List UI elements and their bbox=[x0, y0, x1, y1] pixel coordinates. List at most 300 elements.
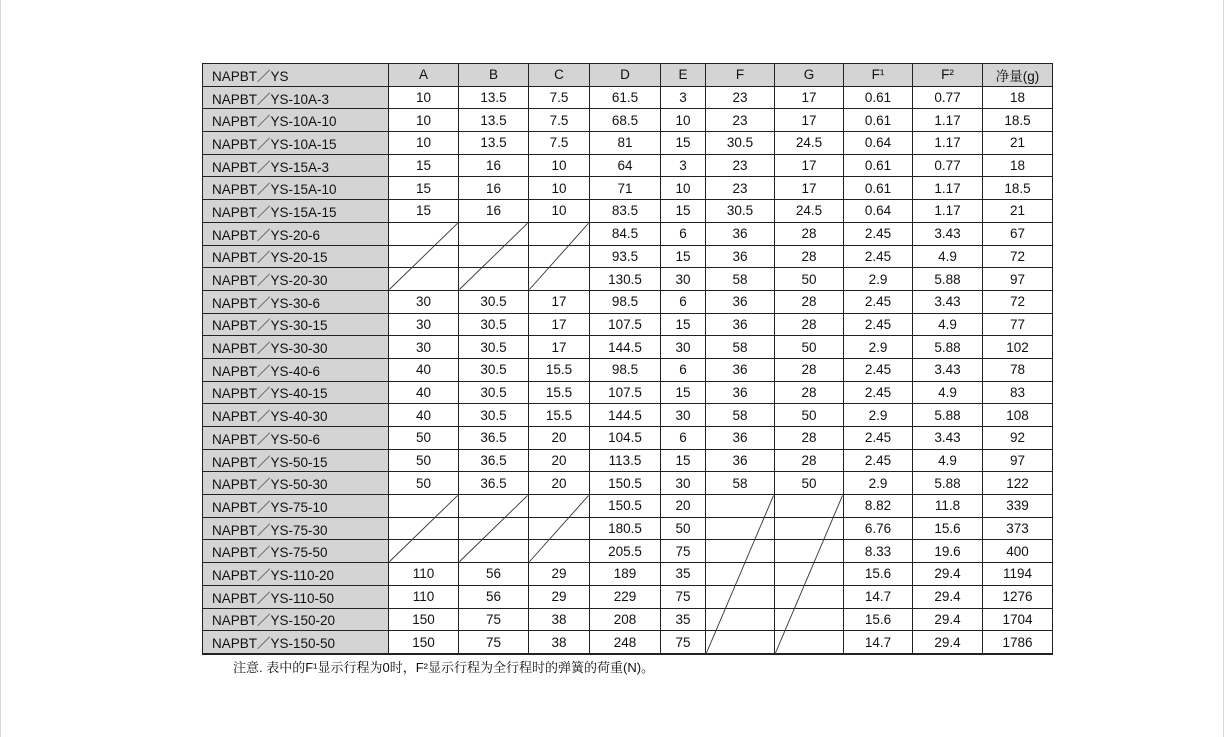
value-cell: 30.5 bbox=[459, 358, 529, 381]
value-cell: 0.77 bbox=[913, 154, 983, 177]
value-cell: 30.5 bbox=[459, 381, 529, 404]
value-cell: 20 bbox=[529, 449, 590, 472]
value-cell: 29.4 bbox=[913, 563, 983, 586]
value-cell: 64 bbox=[590, 154, 661, 177]
model-cell: NAPBT／YS-15A-10 bbox=[203, 177, 389, 200]
table-row bbox=[203, 358, 1053, 381]
value-cell: 2.45 bbox=[844, 313, 913, 336]
value-cell: 36 bbox=[706, 313, 775, 336]
value-cell: 30 bbox=[389, 313, 459, 336]
column-header: C bbox=[529, 64, 590, 87]
table-row bbox=[203, 177, 1053, 200]
table-row bbox=[203, 132, 1053, 155]
model-cell: NAPBT／YS-20-30 bbox=[203, 268, 389, 291]
model-cell: NAPBT／YS-40-6 bbox=[203, 358, 389, 381]
value-cell: 30.5 bbox=[459, 336, 529, 359]
model-cell: NAPBT／YS-30-15 bbox=[203, 313, 389, 336]
empty-cell bbox=[775, 563, 844, 586]
value-cell: 0.61 bbox=[844, 109, 913, 132]
value-cell: 15 bbox=[389, 200, 459, 223]
value-cell: 14.7 bbox=[844, 585, 913, 608]
value-cell: 36 bbox=[706, 358, 775, 381]
empty-cell bbox=[529, 517, 590, 540]
value-cell: 36 bbox=[706, 290, 775, 313]
page-right-edge bbox=[1223, 0, 1224, 737]
model-cell: NAPBT／YS-50-6 bbox=[203, 427, 389, 450]
value-cell: 150 bbox=[389, 631, 459, 654]
table-row bbox=[203, 540, 1053, 563]
value-cell: 2.45 bbox=[844, 358, 913, 381]
value-cell: 16 bbox=[459, 200, 529, 223]
value-cell: 400 bbox=[983, 540, 1053, 563]
value-cell: 36 bbox=[706, 222, 775, 245]
empty-cell bbox=[775, 608, 844, 631]
value-cell: 10 bbox=[389, 132, 459, 155]
table-row bbox=[203, 585, 1053, 608]
value-cell: 102 bbox=[983, 336, 1053, 359]
value-cell: 2.45 bbox=[844, 427, 913, 450]
value-cell: 2.9 bbox=[844, 268, 913, 291]
value-cell: 50 bbox=[775, 472, 844, 495]
model-cell: NAPBT／YS-75-50 bbox=[203, 540, 389, 563]
value-cell: 0.61 bbox=[844, 177, 913, 200]
value-cell: 2.45 bbox=[844, 290, 913, 313]
value-cell: 24.5 bbox=[775, 200, 844, 223]
model-cell: NAPBT／YS-50-15 bbox=[203, 449, 389, 472]
value-cell: 10 bbox=[661, 109, 706, 132]
value-cell: 30.5 bbox=[459, 290, 529, 313]
table-row bbox=[203, 336, 1053, 359]
value-cell: 2.45 bbox=[844, 245, 913, 268]
value-cell: 20 bbox=[661, 495, 706, 518]
value-cell: 50 bbox=[389, 472, 459, 495]
value-cell: 29.4 bbox=[913, 608, 983, 631]
value-cell: 50 bbox=[775, 336, 844, 359]
table-row bbox=[203, 313, 1053, 336]
value-cell: 30.5 bbox=[459, 404, 529, 427]
value-cell: 15 bbox=[389, 154, 459, 177]
value-cell: 113.5 bbox=[590, 449, 661, 472]
value-cell: 16 bbox=[459, 154, 529, 177]
model-cell: NAPBT／YS-150-20 bbox=[203, 608, 389, 631]
value-cell: 15.5 bbox=[529, 358, 590, 381]
value-cell: 14.7 bbox=[844, 631, 913, 654]
model-cell: NAPBT／YS-10A-10 bbox=[203, 109, 389, 132]
value-cell: 17 bbox=[775, 177, 844, 200]
value-cell: 15.6 bbox=[913, 517, 983, 540]
value-cell: 10 bbox=[529, 177, 590, 200]
value-cell: 28 bbox=[775, 245, 844, 268]
value-cell: 144.5 bbox=[590, 336, 661, 359]
value-cell: 108 bbox=[983, 404, 1053, 427]
value-cell: 3 bbox=[661, 154, 706, 177]
value-cell: 30.5 bbox=[706, 200, 775, 223]
table-row bbox=[203, 449, 1053, 472]
empty-cell bbox=[389, 495, 459, 518]
model-cell: NAPBT／YS-20-6 bbox=[203, 222, 389, 245]
table-body bbox=[203, 86, 1053, 654]
value-cell: 0.61 bbox=[844, 86, 913, 109]
value-cell: 339 bbox=[983, 495, 1053, 518]
value-cell: 30 bbox=[389, 290, 459, 313]
value-cell: 58 bbox=[706, 336, 775, 359]
empty-cell bbox=[459, 495, 529, 518]
value-cell: 24.5 bbox=[775, 132, 844, 155]
table-row bbox=[203, 290, 1053, 313]
value-cell: 58 bbox=[706, 404, 775, 427]
value-cell: 18.5 bbox=[983, 177, 1053, 200]
value-cell: 11.8 bbox=[913, 495, 983, 518]
empty-cell bbox=[459, 517, 529, 540]
value-cell: 15 bbox=[661, 132, 706, 155]
value-cell: 1.17 bbox=[913, 200, 983, 223]
value-cell: 1704 bbox=[983, 608, 1053, 631]
table-row bbox=[203, 563, 1053, 586]
value-cell: 36 bbox=[706, 381, 775, 404]
value-cell: 18 bbox=[983, 154, 1053, 177]
value-cell: 3.43 bbox=[913, 358, 983, 381]
value-cell: 35 bbox=[661, 608, 706, 631]
value-cell: 150 bbox=[389, 608, 459, 631]
empty-cell bbox=[459, 245, 529, 268]
empty-cell bbox=[459, 222, 529, 245]
value-cell: 23 bbox=[706, 86, 775, 109]
column-header: E bbox=[661, 64, 706, 87]
value-cell: 15 bbox=[661, 245, 706, 268]
value-cell: 36 bbox=[706, 427, 775, 450]
value-cell: 28 bbox=[775, 381, 844, 404]
value-cell: 84.5 bbox=[590, 222, 661, 245]
value-cell: 150.5 bbox=[590, 472, 661, 495]
value-cell: 10 bbox=[661, 177, 706, 200]
model-cell: NAPBT／YS-50-30 bbox=[203, 472, 389, 495]
value-cell: 189 bbox=[590, 563, 661, 586]
model-cell: NAPBT／YS-110-20 bbox=[203, 563, 389, 586]
value-cell: 19.6 bbox=[913, 540, 983, 563]
value-cell: 3 bbox=[661, 86, 706, 109]
model-cell: NAPBT／YS-150-50 bbox=[203, 631, 389, 654]
header-row bbox=[203, 64, 1053, 87]
value-cell: 15 bbox=[389, 177, 459, 200]
column-header: F bbox=[706, 64, 775, 87]
value-cell: 7.5 bbox=[529, 132, 590, 155]
value-cell: 75 bbox=[661, 540, 706, 563]
model-cell: NAPBT／YS-40-15 bbox=[203, 381, 389, 404]
page-left-edge bbox=[0, 0, 1, 737]
value-cell: 29.4 bbox=[913, 585, 983, 608]
value-cell: 71 bbox=[590, 177, 661, 200]
value-cell: 81 bbox=[590, 132, 661, 155]
value-cell: 8.82 bbox=[844, 495, 913, 518]
value-cell: 18.5 bbox=[983, 109, 1053, 132]
table-row bbox=[203, 268, 1053, 291]
value-cell: 97 bbox=[983, 449, 1053, 472]
empty-cell bbox=[775, 540, 844, 563]
value-cell: 28 bbox=[775, 358, 844, 381]
value-cell: 50 bbox=[775, 268, 844, 291]
empty-cell bbox=[529, 540, 590, 563]
value-cell: 36.5 bbox=[459, 449, 529, 472]
value-cell: 30 bbox=[661, 268, 706, 291]
value-cell: 16 bbox=[459, 177, 529, 200]
model-cell: NAPBT／YS-75-30 bbox=[203, 517, 389, 540]
value-cell: 20 bbox=[529, 427, 590, 450]
footnote: 注意. 表中的F¹显示行程为0时，F²显示行程为全行程时的弹簧的荷重(N)。 bbox=[233, 660, 655, 675]
table-row bbox=[203, 154, 1053, 177]
value-cell: 1.17 bbox=[913, 177, 983, 200]
value-cell: 75 bbox=[459, 608, 529, 631]
value-cell: 40 bbox=[389, 381, 459, 404]
value-cell: 5.88 bbox=[913, 404, 983, 427]
table-row bbox=[203, 517, 1053, 540]
value-cell: 68.5 bbox=[590, 109, 661, 132]
value-cell: 29.4 bbox=[913, 631, 983, 654]
value-cell: 78 bbox=[983, 358, 1053, 381]
value-cell: 2.45 bbox=[844, 381, 913, 404]
empty-cell bbox=[389, 222, 459, 245]
value-cell: 30 bbox=[661, 404, 706, 427]
value-cell: 13.5 bbox=[459, 86, 529, 109]
table-row bbox=[203, 427, 1053, 450]
value-cell: 10 bbox=[529, 200, 590, 223]
value-cell: 144.5 bbox=[590, 404, 661, 427]
model-cell: NAPBT／YS-15A-3 bbox=[203, 154, 389, 177]
value-cell: 23 bbox=[706, 154, 775, 177]
value-cell: 17 bbox=[529, 290, 590, 313]
spec-table bbox=[202, 63, 1053, 655]
table-row bbox=[203, 200, 1053, 223]
value-cell: 248 bbox=[590, 631, 661, 654]
value-cell: 3.43 bbox=[913, 290, 983, 313]
value-cell: 1194 bbox=[983, 563, 1053, 586]
value-cell: 36 bbox=[706, 245, 775, 268]
value-cell: 6 bbox=[661, 427, 706, 450]
value-cell: 0.64 bbox=[844, 200, 913, 223]
value-cell: 50 bbox=[389, 427, 459, 450]
value-cell: 29 bbox=[529, 585, 590, 608]
value-cell: 83.5 bbox=[590, 200, 661, 223]
value-cell: 4.9 bbox=[913, 449, 983, 472]
value-cell: 13.5 bbox=[459, 109, 529, 132]
value-cell: 30.5 bbox=[459, 313, 529, 336]
table-row bbox=[203, 381, 1053, 404]
value-cell: 6 bbox=[661, 290, 706, 313]
value-cell: 58 bbox=[706, 472, 775, 495]
value-cell: 61.5 bbox=[590, 86, 661, 109]
value-cell: 15 bbox=[661, 381, 706, 404]
empty-cell bbox=[706, 608, 775, 631]
value-cell: 5.88 bbox=[913, 268, 983, 291]
value-cell: 5.88 bbox=[913, 336, 983, 359]
model-cell: NAPBT／YS-40-30 bbox=[203, 404, 389, 427]
model-cell: NAPBT／YS-30-6 bbox=[203, 290, 389, 313]
value-cell: 107.5 bbox=[590, 313, 661, 336]
value-cell: 17 bbox=[775, 109, 844, 132]
column-header: F¹ bbox=[844, 64, 913, 87]
value-cell: 110 bbox=[389, 585, 459, 608]
value-cell: 7.5 bbox=[529, 109, 590, 132]
value-cell: 15.5 bbox=[529, 404, 590, 427]
value-cell: 35 bbox=[661, 563, 706, 586]
value-cell: 29 bbox=[529, 563, 590, 586]
value-cell: 4.9 bbox=[913, 381, 983, 404]
value-cell: 122 bbox=[983, 472, 1053, 495]
empty-cell bbox=[706, 585, 775, 608]
value-cell: 98.5 bbox=[590, 290, 661, 313]
value-cell: 10 bbox=[389, 109, 459, 132]
empty-cell bbox=[389, 245, 459, 268]
value-cell: 150.5 bbox=[590, 495, 661, 518]
value-cell: 1.17 bbox=[913, 132, 983, 155]
table-row bbox=[203, 495, 1053, 518]
value-cell: 23 bbox=[706, 109, 775, 132]
value-cell: 30 bbox=[661, 336, 706, 359]
value-cell: 28 bbox=[775, 313, 844, 336]
table-row bbox=[203, 86, 1053, 109]
value-cell: 21 bbox=[983, 132, 1053, 155]
value-cell: 130.5 bbox=[590, 268, 661, 291]
value-cell: 110 bbox=[389, 563, 459, 586]
model-cell: NAPBT／YS-10A-3 bbox=[203, 86, 389, 109]
value-cell: 6 bbox=[661, 222, 706, 245]
value-cell: 4.9 bbox=[913, 245, 983, 268]
value-cell: 7.5 bbox=[529, 86, 590, 109]
model-cell: NAPBT／YS-10A-15 bbox=[203, 132, 389, 155]
value-cell: 17 bbox=[529, 336, 590, 359]
table-row bbox=[203, 245, 1053, 268]
value-cell: 3.43 bbox=[913, 427, 983, 450]
empty-cell bbox=[706, 517, 775, 540]
value-cell: 50 bbox=[389, 449, 459, 472]
value-cell: 58 bbox=[706, 268, 775, 291]
empty-cell bbox=[775, 585, 844, 608]
column-header: 净量(g) bbox=[983, 64, 1053, 87]
value-cell: 28 bbox=[775, 427, 844, 450]
empty-cell bbox=[529, 495, 590, 518]
value-cell: 67 bbox=[983, 222, 1053, 245]
value-cell: 75 bbox=[661, 585, 706, 608]
table-row bbox=[203, 631, 1053, 654]
model-cell: NAPBT／YS-15A-15 bbox=[203, 200, 389, 223]
empty-cell bbox=[389, 517, 459, 540]
value-cell: 28 bbox=[775, 449, 844, 472]
column-header: G bbox=[775, 64, 844, 87]
value-cell: 36.5 bbox=[459, 427, 529, 450]
value-cell: 15 bbox=[661, 200, 706, 223]
value-cell: 30 bbox=[389, 336, 459, 359]
empty-cell bbox=[459, 268, 529, 291]
value-cell: 75 bbox=[459, 631, 529, 654]
value-cell: 30 bbox=[661, 472, 706, 495]
value-cell: 6.76 bbox=[844, 517, 913, 540]
value-cell: 13.5 bbox=[459, 132, 529, 155]
value-cell: 4.9 bbox=[913, 313, 983, 336]
value-cell: 3.43 bbox=[913, 222, 983, 245]
column-header: F² bbox=[913, 64, 983, 87]
value-cell: 2.9 bbox=[844, 472, 913, 495]
value-cell: 40 bbox=[389, 358, 459, 381]
value-cell: 56 bbox=[459, 585, 529, 608]
value-cell: 17 bbox=[775, 86, 844, 109]
value-cell: 36.5 bbox=[459, 472, 529, 495]
value-cell: 5.88 bbox=[913, 472, 983, 495]
value-cell: 10 bbox=[389, 86, 459, 109]
value-cell: 50 bbox=[775, 404, 844, 427]
table-row bbox=[203, 222, 1053, 245]
model-cell: NAPBT／YS-75-10 bbox=[203, 495, 389, 518]
value-cell: 30.5 bbox=[706, 132, 775, 155]
value-cell: 205.5 bbox=[590, 540, 661, 563]
table-row bbox=[203, 109, 1053, 132]
model-cell: NAPBT／YS-110-50 bbox=[203, 585, 389, 608]
column-header: B bbox=[459, 64, 529, 87]
value-cell: 180.5 bbox=[590, 517, 661, 540]
value-cell: 2.9 bbox=[844, 336, 913, 359]
value-cell: 107.5 bbox=[590, 381, 661, 404]
value-cell: 92 bbox=[983, 427, 1053, 450]
value-cell: 50 bbox=[661, 517, 706, 540]
value-cell: 1276 bbox=[983, 585, 1053, 608]
value-cell: 0.61 bbox=[844, 154, 913, 177]
empty-cell bbox=[529, 222, 590, 245]
value-cell: 208 bbox=[590, 608, 661, 631]
value-cell: 38 bbox=[529, 631, 590, 654]
empty-cell bbox=[529, 268, 590, 291]
value-cell: 20 bbox=[529, 472, 590, 495]
value-cell: 28 bbox=[775, 222, 844, 245]
column-header: A bbox=[389, 64, 459, 87]
empty-cell bbox=[775, 517, 844, 540]
value-cell: 0.77 bbox=[913, 86, 983, 109]
value-cell: 56 bbox=[459, 563, 529, 586]
empty-cell bbox=[775, 495, 844, 518]
value-cell: 1786 bbox=[983, 631, 1053, 654]
value-cell: 8.33 bbox=[844, 540, 913, 563]
value-cell: 15.6 bbox=[844, 608, 913, 631]
table-row bbox=[203, 404, 1053, 427]
value-cell: 104.5 bbox=[590, 427, 661, 450]
empty-cell bbox=[706, 495, 775, 518]
empty-cell bbox=[389, 540, 459, 563]
value-cell: 17 bbox=[529, 313, 590, 336]
value-cell: 72 bbox=[983, 245, 1053, 268]
value-cell: 97 bbox=[983, 268, 1053, 291]
value-cell: 18 bbox=[983, 86, 1053, 109]
value-cell: 83 bbox=[983, 381, 1053, 404]
empty-cell bbox=[706, 631, 775, 654]
empty-cell bbox=[706, 540, 775, 563]
column-header: D bbox=[590, 64, 661, 87]
table-header bbox=[203, 64, 1053, 87]
value-cell: 10 bbox=[529, 154, 590, 177]
value-cell: 6 bbox=[661, 358, 706, 381]
empty-cell bbox=[529, 245, 590, 268]
empty-cell bbox=[775, 631, 844, 654]
value-cell: 28 bbox=[775, 290, 844, 313]
empty-cell bbox=[389, 268, 459, 291]
value-cell: 75 bbox=[661, 631, 706, 654]
value-cell: 15 bbox=[661, 449, 706, 472]
value-cell: 15.6 bbox=[844, 563, 913, 586]
value-cell: 1.17 bbox=[913, 109, 983, 132]
empty-cell bbox=[706, 563, 775, 586]
value-cell: 2.45 bbox=[844, 222, 913, 245]
value-cell: 38 bbox=[529, 608, 590, 631]
column-header: NAPBT／YS bbox=[203, 64, 389, 87]
value-cell: 2.45 bbox=[844, 449, 913, 472]
value-cell: 229 bbox=[590, 585, 661, 608]
value-cell: 72 bbox=[983, 290, 1053, 313]
